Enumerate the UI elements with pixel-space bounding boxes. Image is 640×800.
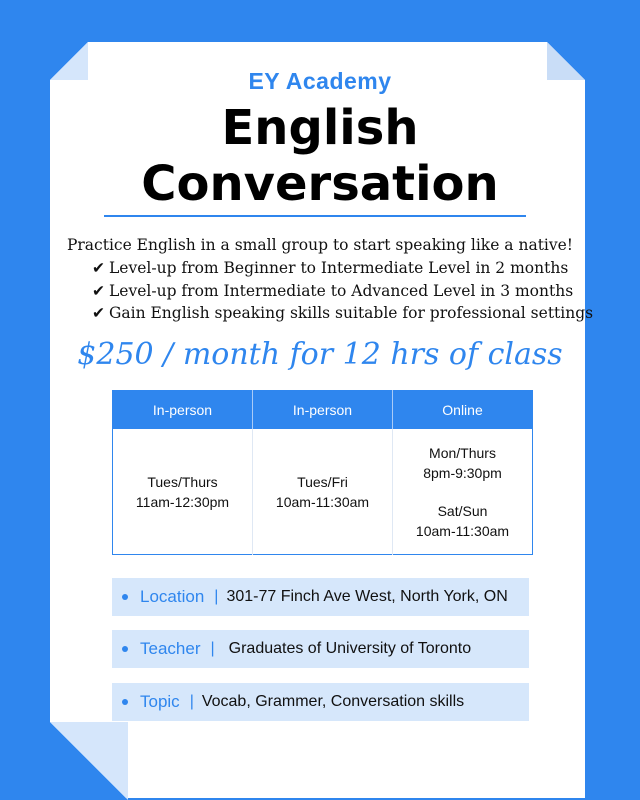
title-line-2: Conversation [141,156,499,212]
benefit-item [92,280,574,303]
schedule-table [112,390,533,555]
schedule-days: Mon/Thurs [429,444,496,461]
schedule-header: Online [393,391,533,430]
bullet-dot-icon [122,646,128,652]
benefit-text: Level-up from Intermediate to Advanced Level in 3 months [109,281,574,300]
info-label: Location [140,587,205,606]
benefit-list [92,257,594,325]
check-icon: ✔ [92,304,105,322]
schedule-row [113,429,533,555]
schedule-time: 11am-12:30pm [135,493,230,510]
benefit-item [92,302,594,325]
bullet-dot-icon [122,699,128,705]
info-label: Topic [140,692,180,711]
info-label: Teacher [140,639,201,658]
info-teacher: Teacher | Graduates of University of Toronto [112,630,529,668]
schedule-cell [393,429,533,555]
benefit-item [92,257,569,280]
brand-name: EY Academy [248,68,392,94]
info-value: Vocab, Grammer, Conversation skills [201,693,465,710]
schedule-days: Tues/Thurs [147,473,218,490]
schedule-time: 10am-11:30am [275,493,370,510]
info-topic: Topic | Vocab, Grammer, Conversation skills [112,683,529,721]
schedule-time: 8pm-9:30pm [423,464,502,481]
schedule-header: In-person [113,391,253,430]
schedule-cell [253,429,393,555]
check-icon: ✔ [92,281,105,300]
title-divider [104,215,526,217]
info-value: Graduates of University of Toronto [228,640,472,657]
info-value: 301-77 Finch Ave West, North York, ON [226,588,508,605]
corner-fold-bottom-left-flap [50,722,128,800]
title-line-1: English [221,100,419,156]
price-text: $250 / month for 12 hrs of class [77,337,563,372]
schedule-days: Sat/Sun [437,502,488,519]
benefit-text: Gain English speaking skills suitable for professional settings [109,304,594,322]
benefit-text: Level-up from Beginner to Intermediate Level in 2 months [109,259,569,277]
page-title [0,100,640,212]
schedule-time: 10am-11:30am [415,522,510,539]
intro-text: Practice English in a small group to start speaking like a native! [66,236,574,254]
schedule-cell [113,429,253,555]
schedule-days: Tues/Fri [297,473,348,490]
schedule-header: In-person [253,391,393,430]
info-location: Location | 301-77 Finch Ave West, North York, ON [112,578,529,616]
check-icon: ✔ [92,259,105,277]
schedule-header-row [113,391,533,430]
bullet-dot-icon [122,594,128,600]
